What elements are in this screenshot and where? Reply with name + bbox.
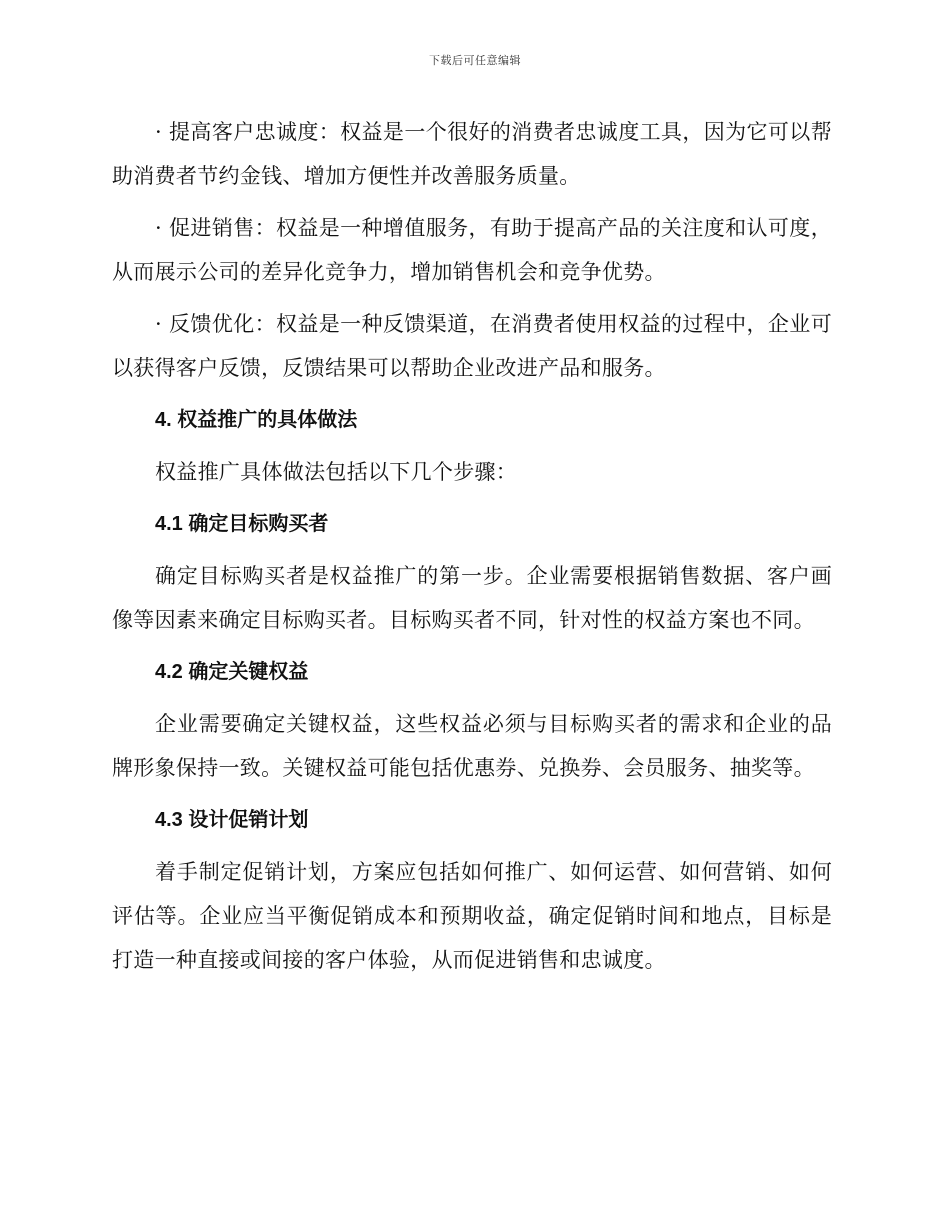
page-header: 下载后可任意编辑 [429,54,521,67]
section-4-2-heading: 4.2 确定关键权益 [155,661,309,683]
section-4-3-heading: 4.3 设计促销计划 [155,809,309,831]
section-4-1-body: 确定目标购买者是权益推广的第一步。企业需要根据销售数据、客户画像等因素来确定目标购买者。目标购买者不同，针对性的权益方案也不同。 [112,564,832,632]
section-4-2-body: 企业需要确定关键权益，这些权益必须与目标购买者的需求和企业的品牌形象保持一致。关键权益可能包括优惠券、兑换券、会员服务、抽奖等。 [112,712,832,780]
document-body [112,110,832,990]
section-4-3-body: 着手制定促销计划，方案应包括如何推广、如何运营、如何营销、如何评估等。企业应当平衡促销成本和预期收益，确定促销时间和地点，目标是打造一种直接或间接的客户体验，从而促进销售和忠诚度。 [112,860,832,972]
section-4-1-heading: 4.1 确定目标购买者 [155,513,329,535]
section-4-intro: 权益推广具体做法包括以下几个步骤： [155,460,518,484]
section-4-heading: 4. 权益推广的具体做法 [155,409,358,431]
bullet-paragraph-loyalty: · 提高客户忠诚度：权益是一个很好的消费者忠诚度工具，因为它可以帮助消费者节约金钱、增加方便性并改善服务质量。 [112,120,832,188]
bullet-paragraph-feedback: · 反馈优化：权益是一种反馈渠道，在消费者使用权益的过程中，企业可以获得客户反馈，反馈结果可以帮助企业改进产品和服务。 [112,312,832,380]
bullet-paragraph-sales: · 促进销售：权益是一种增值服务，有助于提高产品的关注度和认可度，从而展示公司的差异化竞争力，增加销售机会和竞争优势。 [112,216,832,284]
